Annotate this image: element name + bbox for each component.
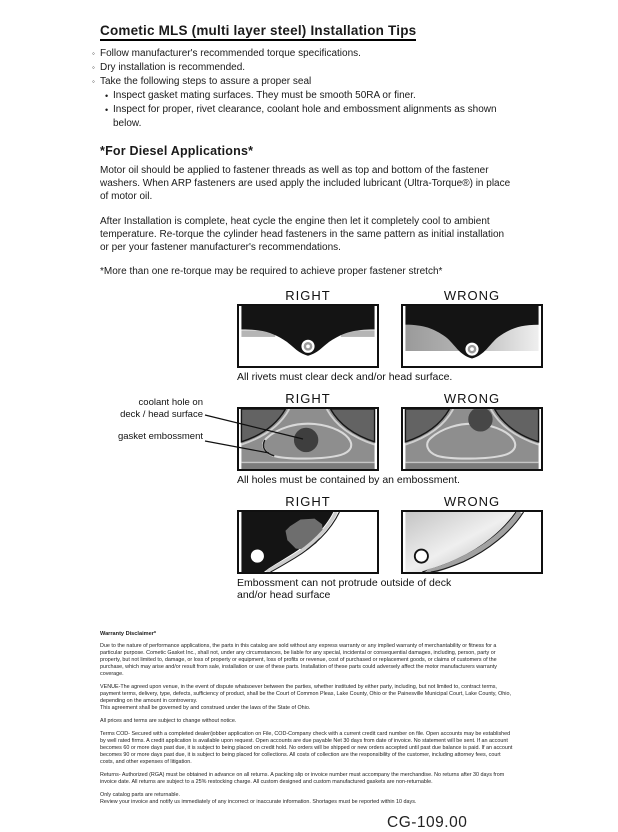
tip-text: Inspect for proper, rivet clearance, coolant hole and embossment alignments as shown below. [113, 104, 497, 129]
diesel-paragraph-1: Motor oil should be applied to fastener threads as well as top and bottom of the fastener washers. When ARP fasteners are used apply the included lubricant (Ultra-Torque®) in place of motor oil. [100, 165, 511, 202]
diagram-row-embossment [117, 391, 543, 486]
disclaimer-heading: Warranty Disclaimer* [100, 631, 157, 637]
disclaimer-paragraph: Due to the nature of performance applications, the parts in this catalog are sold without any express warranty or any implied warranty of merchantability or fitness for a particular purpose. Cometic Gasket Inc., shall not, under any circumstances, be liable for any special, incidental or consequential damages, including, person, party or property, but not limited to, damage, or loss of property or equipment, loss of profits or revenue, cost of purchased or replacement goods, or claims of customers of the purchase, which may arise and/or result from sale, installation or use of these parts. Installation of these parts could adversely affect the motor manufacturers warranty coverage. [100, 643, 497, 677]
circle-bullet-icon: ◦ [92, 77, 95, 86]
document-code: CG-109.00 [387, 814, 468, 831]
embossment-wrong-diagram [401, 407, 543, 471]
disclaimer-paragraph: Terms COD- Secured with a completed dealer/jobber application on File, COD-Company check with a current credit card number on file. Open accounts may be established by well rated firms. A credit application is available upon request. Open accounts are due payable Net 30 days from date of invoice. No statement will be sent. If an account becomes 60 or more days past due, it is subject to being placed on credit hold. No orders will be shipped or new orders accepted until past due balance is paid. If an account becomes 90 or more days past due, it is subject to being placed for collections. All costs of collection are the responsibility of the customer, including attorney fees, court costs, and other expenses of litigation. [100, 731, 513, 765]
wrong-label: WRONG [443, 288, 501, 303]
rivet-right-diagram [237, 304, 379, 368]
disclaimer-paragraph: Only catalog parts are returnable. Review your invoice and notify us immediately of any incorrect or inaccurate information. Shortages must be reported within 10 days. [100, 792, 417, 805]
dot-bullet-icon: • [105, 91, 109, 101]
retorque-note: *More than one re-torque may be required to achieve proper fastener stretch* [100, 266, 443, 277]
diagram-section [117, 288, 543, 601]
diagram-row-protrusion [237, 494, 543, 601]
tip-text: Dry installation is recommended. [100, 62, 246, 73]
circle-bullet-icon: ◦ [92, 49, 95, 58]
list-item [92, 47, 518, 61]
protrusion-incorrect-image [403, 512, 541, 572]
wrong-label: WRONG [443, 391, 501, 406]
warranty-disclaimer [100, 631, 514, 806]
page-title: Cometic MLS (multi layer steel) Installation Tips [100, 23, 416, 41]
diagram-caption: All holes must be contained by an embossment. [237, 474, 460, 486]
protrusion-correct-image [239, 512, 377, 572]
wrong-label: WRONG [443, 494, 501, 509]
diesel-applications-heading: *For Diesel Applications* [100, 144, 254, 158]
embossment-right-diagram [237, 407, 379, 471]
list-item [92, 61, 518, 75]
diesel-paragraph-2: After Installation is complete, heat cycle the engine then let it completely cool to ambient temperature. Re-torque the cylinder head fasteners in the same pattern as initial installation or per your fastener manufacturer's recommendations. [100, 216, 505, 253]
dot-bullet-icon: • [105, 105, 109, 115]
hole-contained-correct-image [239, 409, 377, 469]
hole-contained-incorrect-image [403, 409, 541, 469]
rivet-wrong-diagram [401, 304, 543, 368]
tip-text: Inspect gasket mating surfaces. They must be smooth 50RA or finer. [113, 90, 416, 101]
disclaimer-paragraph: Returns- Authorized (RGA) must be obtained in advance on all returns. A packing slip or invoice number must accompany the merchandise. No returns after 30 days from invoice date. All returns are subject to a 25% restocking charge. All custom designed and custom manufactured gaskets are non-returnable. [100, 772, 505, 785]
diagram-row-rivets [237, 288, 543, 383]
circle-bullet-icon: ◦ [92, 63, 95, 72]
right-label: RIGHT [285, 288, 331, 303]
protrusion-right-diagram [237, 510, 379, 574]
list-item [105, 103, 518, 131]
right-label: RIGHT [285, 391, 331, 406]
list-item [105, 89, 518, 103]
disclaimer-paragraph: VENUE-The agreed upon venue, in the event of dispute whatsoever between the parties, whether instituted by either party, including, but not limited to, contract terms, payment terms, delivery, type, defects, sufficiency of product, shall be the Court of Common Pleas, Lake County, Ohio or the Painesville Municipal Court, Lake County, Ohio, depending on the amount in controversy. This agreement shall be governed by and construed under the laws of the State of Ohio. [100, 684, 511, 711]
installation-tips-list [92, 47, 518, 131]
coolant-hole-annotation: coolant hole on deck / head surface [120, 397, 203, 420]
gasket-embossment-annotation: gasket embossment [117, 431, 203, 442]
diagram-caption: All rivets must clear deck and/or head surface. [237, 371, 453, 383]
sub-list [100, 89, 518, 131]
diagram-caption: Embossment can not protrude outside of deck and/or head surface [237, 577, 452, 601]
tip-text: Follow manufacturer's recommended torque specifications. [100, 48, 361, 59]
tip-text: Take the following steps to assure a proper seal [100, 76, 312, 87]
list-item [92, 75, 518, 89]
protrusion-wrong-diagram [401, 510, 543, 574]
right-label: RIGHT [285, 494, 331, 509]
rivet-clearance-correct-image [239, 306, 377, 366]
rivet-clearance-incorrect-image [403, 306, 541, 366]
disclaimer-paragraph: All prices and terms are subject to change without notice. [100, 718, 237, 724]
